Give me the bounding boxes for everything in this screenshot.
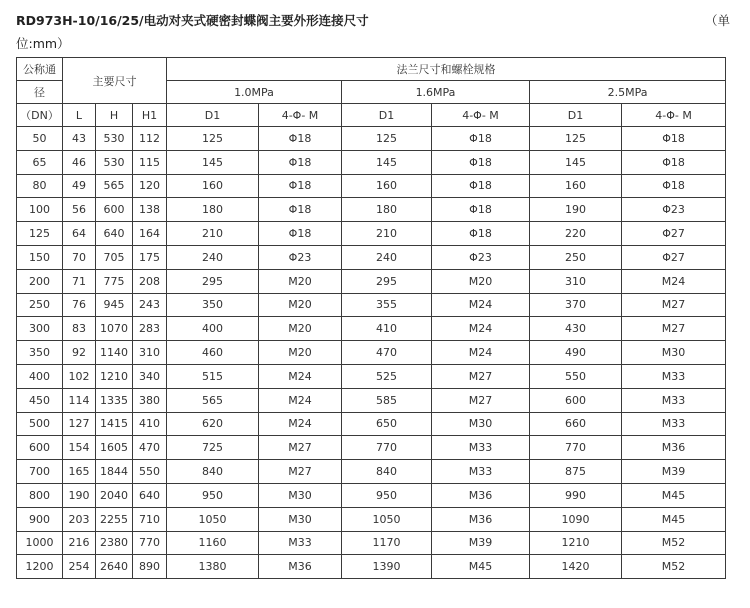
cell-l: 70 <box>63 245 96 269</box>
table-row <box>17 341 726 365</box>
cell-l: 92 <box>63 341 96 365</box>
cell-bolt-p2: Φ18 <box>432 198 530 222</box>
cell-h: 530 <box>96 150 133 174</box>
header-pressure-2: 1.6MPa <box>342 81 530 104</box>
cell-h1: 138 <box>133 198 167 222</box>
cell-dn: 400 <box>17 364 63 388</box>
cell-h1: 208 <box>133 269 167 293</box>
cell-bolt-p1: M36 <box>259 555 342 579</box>
table-row <box>17 222 726 246</box>
cell-bolt-p3: M45 <box>622 483 726 507</box>
cell-bolt-p1: M20 <box>259 317 342 341</box>
cell-h1: 120 <box>133 174 167 198</box>
cell-d1-p3: 1210 <box>530 531 622 555</box>
cell-h1: 310 <box>133 341 167 365</box>
table-row <box>17 388 726 412</box>
cell-d1-p3: 660 <box>530 412 622 436</box>
cell-bolt-p2: M27 <box>432 364 530 388</box>
cell-d1-p3: 875 <box>530 460 622 484</box>
unit-note: 位:mm） <box>16 36 70 51</box>
header-row-3 <box>17 104 726 127</box>
cell-bolt-p3: Φ23 <box>622 198 726 222</box>
table-row <box>17 150 726 174</box>
cell-d1-p2: 355 <box>342 293 432 317</box>
document-title <box>16 10 734 32</box>
table-row <box>17 507 726 531</box>
cell-h1: 890 <box>133 555 167 579</box>
cell-d1-p2: 240 <box>342 245 432 269</box>
cell-d1-p2: 770 <box>342 436 432 460</box>
cell-d1-p3: 990 <box>530 483 622 507</box>
table-row <box>17 293 726 317</box>
cell-bolt-p2: M39 <box>432 531 530 555</box>
cell-bolt-p2: M36 <box>432 507 530 531</box>
cell-bolt-p1: M20 <box>259 269 342 293</box>
cell-d1-p1: 1380 <box>167 555 259 579</box>
cell-l: 49 <box>63 174 96 198</box>
header-d1-p2: D1 <box>342 104 432 127</box>
cell-dn: 600 <box>17 436 63 460</box>
cell-dn: 1000 <box>17 531 63 555</box>
cell-l: 76 <box>63 293 96 317</box>
cell-h: 600 <box>96 198 133 222</box>
table-row <box>17 269 726 293</box>
cell-dn: 100 <box>17 198 63 222</box>
header-dn-line1: 公称通 <box>17 58 63 81</box>
cell-bolt-p2: M45 <box>432 555 530 579</box>
cell-h: 2640 <box>96 555 133 579</box>
header-h1: H1 <box>133 104 167 127</box>
cell-dn: 200 <box>17 269 63 293</box>
cell-d1-p2: 1170 <box>342 531 432 555</box>
table-row <box>17 174 726 198</box>
header-bolt-p3: 4-Φ- M <box>622 104 726 127</box>
cell-bolt-p3: M52 <box>622 531 726 555</box>
cell-bolt-p1: Φ18 <box>259 150 342 174</box>
cell-h: 775 <box>96 269 133 293</box>
cell-d1-p2: 585 <box>342 388 432 412</box>
cell-dn: 700 <box>17 460 63 484</box>
cell-l: 254 <box>63 555 96 579</box>
cell-l: 216 <box>63 531 96 555</box>
cell-d1-p2: 950 <box>342 483 432 507</box>
cell-bolt-p1: M20 <box>259 293 342 317</box>
cell-d1-p1: 240 <box>167 245 259 269</box>
cell-bolt-p2: M20 <box>432 269 530 293</box>
cell-bolt-p1: M30 <box>259 483 342 507</box>
cell-bolt-p3: M24 <box>622 269 726 293</box>
cell-dn: 450 <box>17 388 63 412</box>
cell-h: 640 <box>96 222 133 246</box>
cell-d1-p3: 370 <box>530 293 622 317</box>
table-row <box>17 555 726 579</box>
cell-bolt-p1: Φ18 <box>259 174 342 198</box>
cell-bolt-p3: M27 <box>622 293 726 317</box>
cell-h: 1605 <box>96 436 133 460</box>
cell-dn: 150 <box>17 245 63 269</box>
table-row <box>17 364 726 388</box>
cell-l: 56 <box>63 198 96 222</box>
cell-l: 46 <box>63 150 96 174</box>
header-d1-p3: D1 <box>530 104 622 127</box>
table-row <box>17 460 726 484</box>
cell-d1-p2: 125 <box>342 127 432 151</box>
cell-bolt-p2: Φ18 <box>432 150 530 174</box>
table-row <box>17 483 726 507</box>
cell-h1: 410 <box>133 412 167 436</box>
cell-h: 1415 <box>96 412 133 436</box>
header-dn-line2: 径 <box>17 81 63 104</box>
cell-h1: 770 <box>133 531 167 555</box>
cell-d1-p3: 1420 <box>530 555 622 579</box>
cell-d1-p1: 840 <box>167 460 259 484</box>
cell-bolt-p1: Φ18 <box>259 127 342 151</box>
cell-bolt-p1: Φ23 <box>259 245 342 269</box>
header-pressure-1: 1.0MPa <box>167 81 342 104</box>
cell-h: 1844 <box>96 460 133 484</box>
cell-bolt-p3: Φ27 <box>622 245 726 269</box>
cell-d1-p3: 490 <box>530 341 622 365</box>
cell-d1-p1: 1160 <box>167 531 259 555</box>
cell-d1-p2: 160 <box>342 174 432 198</box>
table-row <box>17 198 726 222</box>
cell-h1: 550 <box>133 460 167 484</box>
dimension-table <box>16 57 726 579</box>
cell-d1-p1: 725 <box>167 436 259 460</box>
cell-d1-p1: 145 <box>167 150 259 174</box>
cell-bolt-p2: Φ18 <box>432 127 530 151</box>
cell-d1-p1: 1050 <box>167 507 259 531</box>
cell-h1: 470 <box>133 436 167 460</box>
cell-bolt-p2: Φ18 <box>432 174 530 198</box>
cell-d1-p1: 950 <box>167 483 259 507</box>
cell-d1-p2: 1390 <box>342 555 432 579</box>
header-dn-line3: （DN） <box>17 104 63 127</box>
cell-l: 154 <box>63 436 96 460</box>
table-row <box>17 127 726 151</box>
cell-h: 1210 <box>96 364 133 388</box>
cell-dn: 50 <box>17 127 63 151</box>
cell-d1-p3: 770 <box>530 436 622 460</box>
cell-h1: 112 <box>133 127 167 151</box>
cell-d1-p2: 180 <box>342 198 432 222</box>
cell-d1-p2: 1050 <box>342 507 432 531</box>
cell-d1-p3: 250 <box>530 245 622 269</box>
cell-bolt-p3: M30 <box>622 341 726 365</box>
cell-h: 705 <box>96 245 133 269</box>
cell-d1-p1: 160 <box>167 174 259 198</box>
cell-l: 114 <box>63 388 96 412</box>
cell-l: 165 <box>63 460 96 484</box>
cell-bolt-p1: Φ18 <box>259 198 342 222</box>
cell-dn: 125 <box>17 222 63 246</box>
cell-bolt-p3: M33 <box>622 412 726 436</box>
cell-bolt-p3: M39 <box>622 460 726 484</box>
cell-bolt-p3: M45 <box>622 507 726 531</box>
header-row-1 <box>17 58 726 81</box>
cell-bolt-p3: M33 <box>622 364 726 388</box>
cell-h1: 283 <box>133 317 167 341</box>
cell-d1-p1: 620 <box>167 412 259 436</box>
cell-h1: 340 <box>133 364 167 388</box>
cell-dn: 900 <box>17 507 63 531</box>
cell-d1-p1: 400 <box>167 317 259 341</box>
cell-l: 83 <box>63 317 96 341</box>
cell-bolt-p2: Φ18 <box>432 222 530 246</box>
cell-d1-p2: 145 <box>342 150 432 174</box>
table-row <box>17 412 726 436</box>
cell-l: 203 <box>63 507 96 531</box>
cell-d1-p1: 295 <box>167 269 259 293</box>
cell-bolt-p1: M24 <box>259 388 342 412</box>
cell-dn: 1200 <box>17 555 63 579</box>
cell-d1-p2: 470 <box>342 341 432 365</box>
cell-bolt-p3: Φ27 <box>622 222 726 246</box>
header-bolt-p1: 4-Φ- M <box>259 104 342 127</box>
cell-d1-p1: 125 <box>167 127 259 151</box>
cell-d1-p3: 550 <box>530 364 622 388</box>
cell-l: 127 <box>63 412 96 436</box>
header-h: H <box>96 104 133 127</box>
cell-bolt-p1: M33 <box>259 531 342 555</box>
header-flange: 法兰尺寸和螺栓规格 <box>167 58 726 81</box>
cell-bolt-p2: M24 <box>432 341 530 365</box>
cell-h1: 115 <box>133 150 167 174</box>
header-pressure-3: 2.5MPa <box>530 81 726 104</box>
cell-h1: 175 <box>133 245 167 269</box>
cell-l: 102 <box>63 364 96 388</box>
cell-d1-p3: 190 <box>530 198 622 222</box>
cell-bolt-p2: M24 <box>432 317 530 341</box>
cell-d1-p2: 525 <box>342 364 432 388</box>
cell-d1-p1: 515 <box>167 364 259 388</box>
cell-dn: 800 <box>17 483 63 507</box>
cell-bolt-p3: Φ18 <box>622 150 726 174</box>
cell-d1-p3: 430 <box>530 317 622 341</box>
cell-h: 2255 <box>96 507 133 531</box>
cell-bolt-p3: Φ18 <box>622 174 726 198</box>
cell-bolt-p1: M27 <box>259 436 342 460</box>
cell-h: 530 <box>96 127 133 151</box>
cell-d1-p1: 460 <box>167 341 259 365</box>
header-bolt-p2: 4-Φ- M <box>432 104 530 127</box>
cell-bolt-p3: M36 <box>622 436 726 460</box>
table-row <box>17 317 726 341</box>
cell-h: 1335 <box>96 388 133 412</box>
cell-bolt-p2: Φ23 <box>432 245 530 269</box>
cell-d1-p3: 310 <box>530 269 622 293</box>
cell-h1: 164 <box>133 222 167 246</box>
title-text: RD973H-10/16/25/电动对夹式硬密封蝶阀主要外形连接尺寸 <box>16 13 369 28</box>
cell-l: 190 <box>63 483 96 507</box>
cell-h: 2040 <box>96 483 133 507</box>
cell-bolt-p2: M30 <box>432 412 530 436</box>
cell-d1-p1: 180 <box>167 198 259 222</box>
cell-bolt-p3: Φ18 <box>622 127 726 151</box>
cell-h1: 243 <box>133 293 167 317</box>
cell-d1-p1: 565 <box>167 388 259 412</box>
cell-h: 565 <box>96 174 133 198</box>
cell-bolt-p1: M30 <box>259 507 342 531</box>
cell-d1-p2: 210 <box>342 222 432 246</box>
header-d1-p1: D1 <box>167 104 259 127</box>
cell-d1-p1: 350 <box>167 293 259 317</box>
cell-bolt-p2: M27 <box>432 388 530 412</box>
title-suffix: （单 <box>704 13 730 28</box>
table-row <box>17 245 726 269</box>
cell-d1-p3: 220 <box>530 222 622 246</box>
cell-bolt-p2: M36 <box>432 483 530 507</box>
cell-h: 2380 <box>96 531 133 555</box>
cell-bolt-p2: M24 <box>432 293 530 317</box>
cell-l: 64 <box>63 222 96 246</box>
cell-d1-p3: 125 <box>530 127 622 151</box>
table-row <box>17 531 726 555</box>
cell-bolt-p1: M24 <box>259 412 342 436</box>
cell-dn: 300 <box>17 317 63 341</box>
cell-l: 43 <box>63 127 96 151</box>
cell-d1-p2: 840 <box>342 460 432 484</box>
cell-h: 1070 <box>96 317 133 341</box>
cell-bolt-p2: M33 <box>432 460 530 484</box>
header-l: L <box>63 104 96 127</box>
cell-dn: 350 <box>17 341 63 365</box>
cell-bolt-p3: M27 <box>622 317 726 341</box>
cell-h1: 640 <box>133 483 167 507</box>
cell-bolt-p1: Φ18 <box>259 222 342 246</box>
cell-bolt-p2: M33 <box>432 436 530 460</box>
cell-l: 71 <box>63 269 96 293</box>
cell-bolt-p3: M33 <box>622 388 726 412</box>
cell-bolt-p3: M52 <box>622 555 726 579</box>
cell-dn: 65 <box>17 150 63 174</box>
cell-h1: 710 <box>133 507 167 531</box>
cell-h: 1140 <box>96 341 133 365</box>
cell-dn: 80 <box>17 174 63 198</box>
cell-d1-p2: 410 <box>342 317 432 341</box>
cell-dn: 500 <box>17 412 63 436</box>
header-main-dims: 主要尺寸 <box>63 58 167 104</box>
cell-bolt-p1: M20 <box>259 341 342 365</box>
cell-bolt-p1: M24 <box>259 364 342 388</box>
cell-d1-p3: 1090 <box>530 507 622 531</box>
cell-d1-p3: 600 <box>530 388 622 412</box>
cell-h: 945 <box>96 293 133 317</box>
cell-d1-p3: 145 <box>530 150 622 174</box>
cell-d1-p2: 295 <box>342 269 432 293</box>
cell-d1-p1: 210 <box>167 222 259 246</box>
cell-d1-p2: 650 <box>342 412 432 436</box>
table-row <box>17 436 726 460</box>
cell-bolt-p1: M27 <box>259 460 342 484</box>
cell-h1: 380 <box>133 388 167 412</box>
cell-d1-p3: 160 <box>530 174 622 198</box>
cell-dn: 250 <box>17 293 63 317</box>
